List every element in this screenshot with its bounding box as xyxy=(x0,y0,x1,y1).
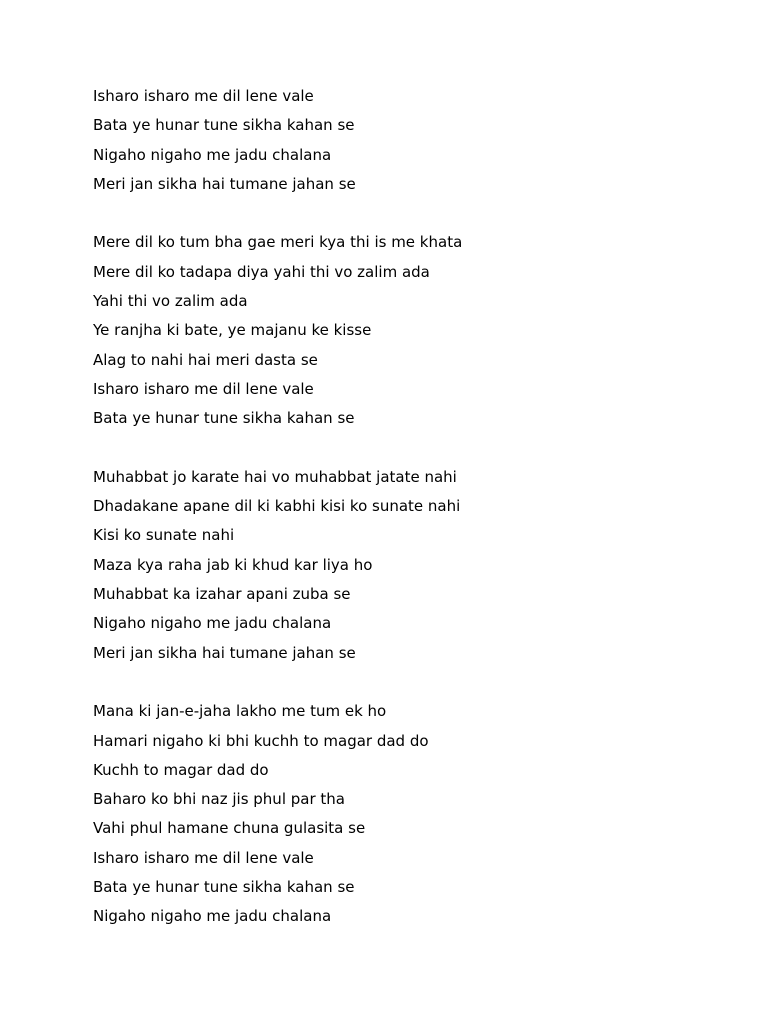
lyric-line: Bata ye hunar tune sikha kahan se xyxy=(93,878,355,897)
lyric-line: Hamari nigaho ki bhi kuchh to magar dad do xyxy=(93,731,429,750)
lyric-line: Nigaho nigaho me jadu chalana xyxy=(93,614,332,633)
lyric-line: Meri jan sikha hai tumane jahan se xyxy=(93,174,356,193)
lyric-line: Isharo isharo me dil lene vale xyxy=(93,848,314,867)
stanza-3 xyxy=(93,465,768,670)
lyric-line: Nigaho nigaho me jadu chalana xyxy=(93,907,332,926)
lyric-line: Alag to nahi hai meri dasta se xyxy=(93,350,318,369)
lyric-line: Bata ye hunar tune sikha kahan se xyxy=(93,116,355,135)
stanza-1 xyxy=(93,84,768,201)
stanza-4 xyxy=(93,699,768,933)
lyric-line: Baharo ko bhi naz jis phul par tha xyxy=(93,790,345,809)
lyric-line: Isharo isharo me dil lene vale xyxy=(93,87,314,105)
lyric-line: Yahi thi vo zalim ada xyxy=(93,292,248,311)
lyric-line: Dhadakane apane dil ki kabhi kisi ko sunate nahi xyxy=(93,497,461,516)
lyric-line: Meri jan sikha hai tumane jahan se xyxy=(93,643,356,662)
lyric-line: Nigaho nigaho me jadu chalana xyxy=(93,145,332,164)
lyric-line: Vahi phul hamane chuna gulasita se xyxy=(93,819,366,838)
lyric-line: Mana ki jan-e-jaha lakho me tum ek ho xyxy=(93,702,387,721)
lyric-line: Ye ranjha ki bate, ye majanu ke kisse xyxy=(93,321,372,340)
lyric-line: Bata ye hunar tune sikha kahan se xyxy=(93,409,355,428)
lyric-line: Muhabbat jo karate hai vo muhabbat jatate nahi xyxy=(93,467,457,486)
lyric-line: Maza kya raha jab ki khud kar liya ho xyxy=(93,555,373,574)
lyric-line: Mere dil ko tum bha gae meri kya thi is me khata xyxy=(93,233,463,252)
lyric-line: Mere dil ko tadapa diya yahi thi vo zalim ada xyxy=(93,262,430,281)
lyric-line: Kisi ko sunate nahi xyxy=(93,526,235,545)
stanza-2 xyxy=(93,230,768,435)
lyric-line: Kuchh to magar dad do xyxy=(93,760,269,779)
lyric-line: Isharo isharo me dil lene vale xyxy=(93,379,314,398)
lyric-line: Muhabbat ka izahar apani zuba se xyxy=(93,585,351,604)
